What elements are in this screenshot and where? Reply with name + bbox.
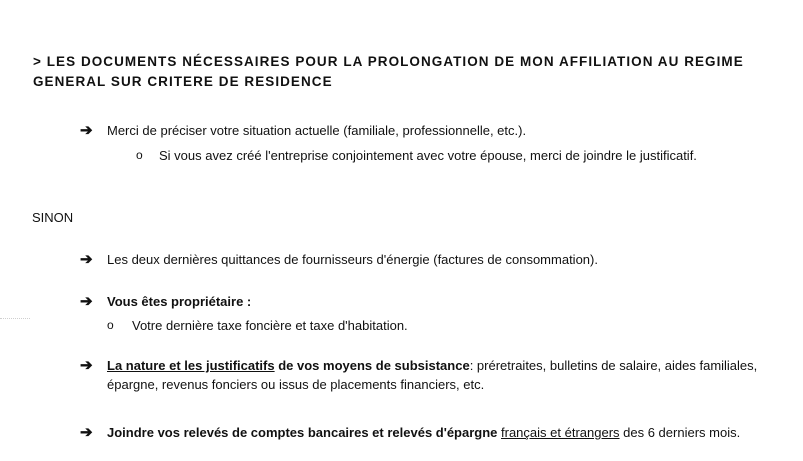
subsistence-line-1 — [107, 356, 757, 375]
arrow-icon: ➔ — [80, 357, 93, 374]
situation-request-text: Merci de préciser votre situation actuelle (familiale, professionnelle, etc.). — [107, 123, 527, 138]
arrow-icon: ➔ — [80, 251, 93, 268]
energy-bills-text: Les deux dernières quittances de fournisseurs d'énergie (factures de consommation). — [107, 252, 598, 267]
sinon-label: SINON — [32, 210, 74, 225]
property-tax-text: Votre dernière taxe foncière et taxe d'habitation. — [132, 318, 408, 333]
french-foreign-underlined: français et étrangers — [501, 425, 620, 440]
arrow-icon: ➔ — [80, 293, 93, 310]
arrow-icon: ➔ — [80, 122, 93, 139]
owner-heading: Vous êtes propriétaire : — [107, 294, 252, 309]
circle-bullet-icon: o — [107, 318, 114, 332]
scan-artifact — [0, 318, 30, 320]
subsistence-nature-emphasis: La nature et les justificatifs — [107, 358, 275, 373]
bank-statements-period-text: des 6 derniers mois. — [619, 425, 741, 440]
bank-statements-line — [107, 423, 740, 442]
company-proof-text: Si vous avez créé l'entreprise conjointement avec votre épouse, merci de joindre le justificatif. — [159, 148, 697, 163]
subsistence-line-2: épargne, revenus fonciers ou issus de placements financiers, etc. — [107, 377, 485, 392]
subsistence-examples-text: : préretraites, bulletins de salaire, aides familiales, — [469, 358, 758, 373]
subsistence-bold-text: de vos moyens de subsistance — [274, 358, 470, 373]
arrow-icon: ➔ — [80, 424, 93, 441]
page-heading — [33, 52, 783, 92]
bank-statements-bold-text: Joindre vos relevés de comptes bancaires et relevés d'épargne — [107, 425, 498, 440]
circle-bullet-icon: o — [136, 148, 143, 162]
heading-line-2: GENERAL SUR CRITERE DE RESIDENCE — [33, 74, 333, 89]
heading-line-1: > LES DOCUMENTS NÉCESSAIRES POUR LA PROLONGATION DE MON AFFILIATION AU REGIME — [33, 54, 744, 69]
